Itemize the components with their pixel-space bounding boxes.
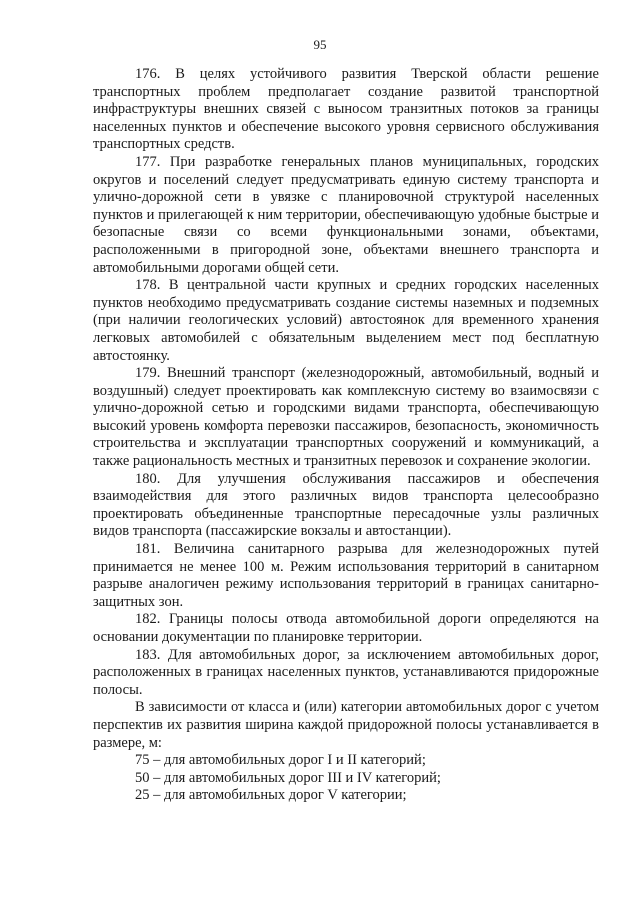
list-item-category-3-4: 50 – для автомобильных дорог III и IV категорий; [135,769,441,786]
paragraph-176: 176. В целях устойчивого развития Тверской области решение транспортных проблем предполагает создание развитой транспортной инфраструктуры внешних связей с выносом транзитных потоков за границы населенных пунктов и обеспечение высокого уровня сервисного обслуживания транспортных средств. [93,66,599,153]
paragraph-179: 179. Внешний транспорт (железнодорожный, автомобильный, водный и воздушный) следует проектировать как комплексную систему во взаимосвязи с улично-дорожной сетью и городскими видами транспорта, обеспечивающую высокий уровень комфорта перевозки пассажиров, безопасность, экономичность строительства и эксплуатации транспортных сооружений и коммуникаций, а также рациональность местных и транзитных перевозок и сохранение экологии. [93,365,599,470]
paragraph-183: 183. Для автомобильных дорог, за исключением автомобильных дорог, расположенных в границах населенных пунктов, устанавливаются придорожные полосы. [93,646,599,698]
paragraph-181: 181. Величина санитарного разрыва для железнодорожных путей принимается не менее 100 м. Режим использования территорий в санитарном разрыве аналогичен режиму использования территорий в границах санитарно-защитных зон. [93,541,599,610]
page-number: 95 [313,37,327,52]
paragraph-180: 180. Для улучшения обслуживания пассажиров и обеспечения взаимодействия для этого различных видов транспорта целесообразно проектировать объединенные транспортные пересадочные узлы различных видов транспорта (пассажирские вокзалы и автостанции). [93,470,599,540]
document-body [93,66,599,805]
paragraph-roadside-width: В зависимости от класса и (или) категории автомобильных дорог с учетом перспектив их развития ширина каждой придорожной полосы устанавливается в размере, м: [93,699,599,751]
list-item-category-1-2: 75 – для автомобильных дорог I и II категорий; [135,752,426,769]
paragraph-178: 178. В центральной части крупных и средних городских населенных пунктов необходимо предусматривать создание системы наземных и подземных (при наличии геологических условий) автостоянок для временного хранения легковых автомобилей с обязательным выделением мест под бесплатную автостоянку. [93,277,599,364]
paragraph-182: 182. Границы полосы отвода автомобильной дороги определяются на основании документации по планировке территории. [93,611,599,645]
paragraph-177: 177. При разработке генеральных планов муниципальных, городских округов и поселений следует предусматривать единую систему транспорта и улично-дорожной сети в увязке с планировочной структурой населенных пунктов и прилегающей к ним территории, обеспечивающую удобные быстрые и безопасные связи со всеми функциональными зонами, объектами, расположенными в пригородной зоне, объектами внешнего транспорта и автомобильными дорогами общей сети. [93,153,599,276]
list-item-category-5: 25 – для автомобильных дорог V категории; [135,787,407,804]
